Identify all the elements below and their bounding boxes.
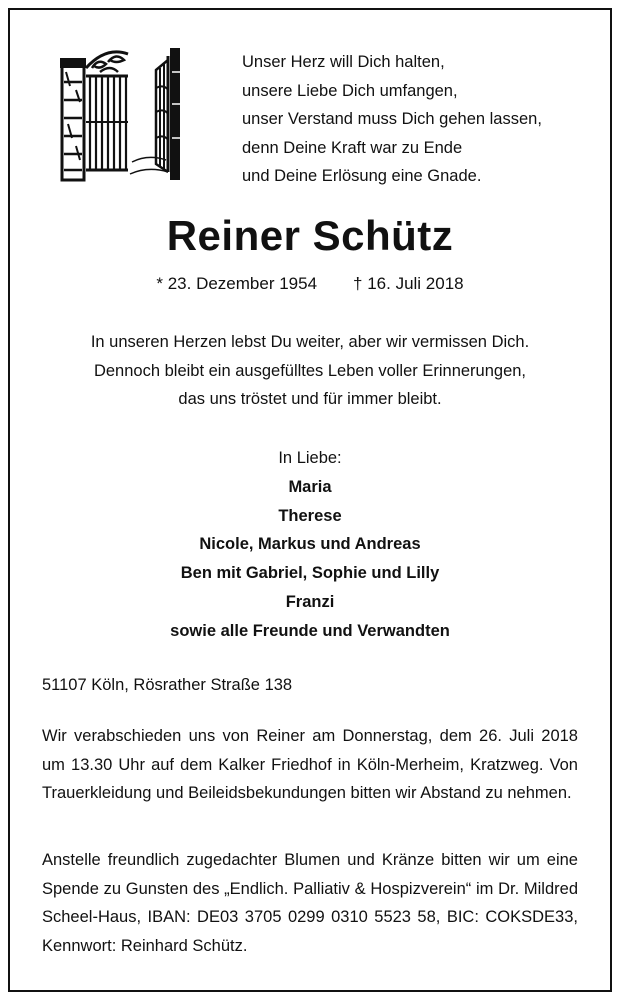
birth-date: * 23. Dezember 1954	[156, 274, 318, 293]
mourner-name: Nicole, Markus und Andreas	[199, 535, 421, 554]
mourner-name: Ben mit Gabriel, Sophie und Lilly	[180, 564, 440, 583]
quote-line: Dennoch bleibt ein ausgefülltes Leben voller Erinnerungen,	[93, 361, 527, 380]
poem-line: und Deine Erlösung eine Gnade.	[242, 167, 482, 186]
family-address: 51107 Köln, Rösrather Straße 138	[42, 676, 293, 694]
life-dates	[0, 274, 620, 294]
poem-line: Unser Herz will Dich halten,	[242, 53, 445, 71]
quote-line: das uns tröstet und für immer bleibt.	[178, 390, 442, 409]
mourner-name: sowie alle Freunde und Verwandten	[170, 621, 450, 640]
poem-line: unser Verstand muss Dich gehen lassen,	[242, 110, 542, 129]
quote-line: In unseren Herzen lebst Du weiter, aber wir vermissen Dich.	[90, 333, 530, 351]
poem	[242, 48, 542, 191]
poem-line: unsere Liebe Dich umfangen,	[242, 81, 458, 100]
poem-line: denn Deine Kraft war zu Ende	[242, 138, 463, 157]
death-date: † 16. Juli 2018	[353, 274, 464, 293]
mourner-name: Franzi	[285, 592, 335, 611]
memorial-quote	[0, 328, 620, 414]
open-gate-icon	[56, 42, 184, 182]
mourners-intro: In Liebe:	[278, 449, 342, 467]
mourner-name: Maria	[288, 477, 332, 496]
funeral-notice: Wir verabschieden uns von Reiner am Donnerstag, dem 26. Juli 2018 um 13.30 Uhr auf dem Kalker Friedhof in Köln-Merheim, Kratzweg. Von Trauerkleidung und Beileidsbekundungen bitten wir Abstand zu nehmen.	[42, 727, 578, 803]
deceased-name: Reiner Schütz	[166, 212, 454, 259]
mourners-list	[0, 444, 620, 646]
donation-request: Anstelle freundlich zugedachter Blumen und Kränze bitten wir um eine Spende zu Gunsten des „Endlich. Palliativ & Hospizverein“ im Dr. Mildred Scheel-Haus, IBAN: DE03 3705 0299 0310 5523 58, BIC: COKSDE33, Kennwort: Reinhard Schütz.	[42, 851, 578, 955]
mourner-name: Therese	[278, 506, 342, 525]
